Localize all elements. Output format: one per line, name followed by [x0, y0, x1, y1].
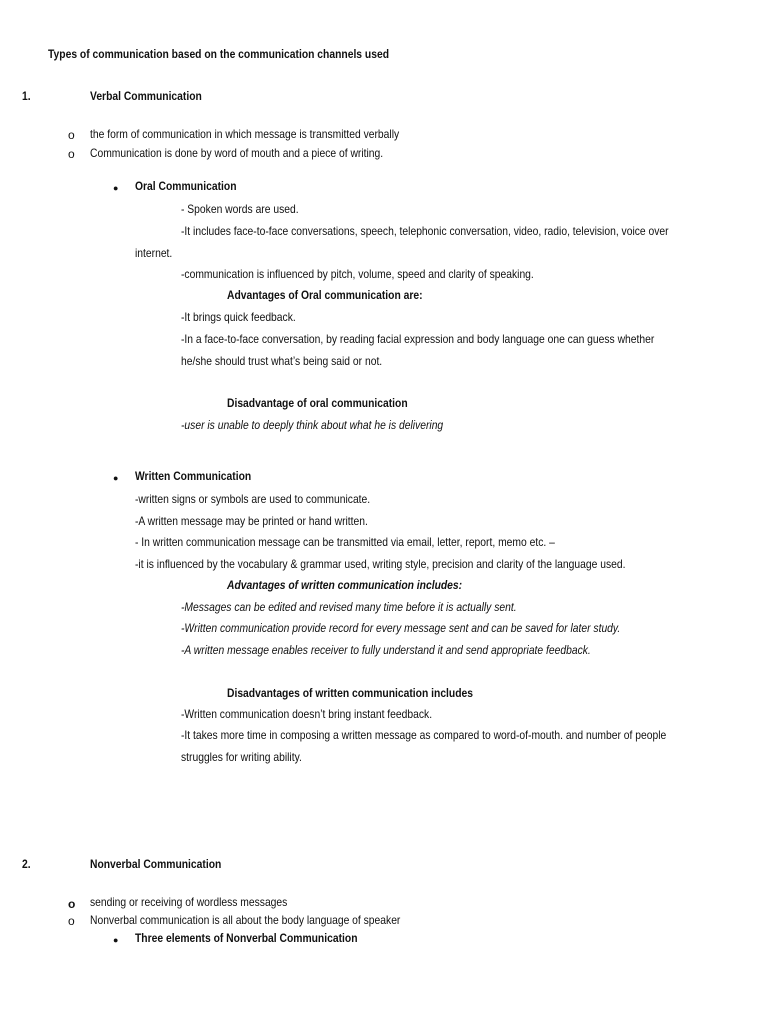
- body-line: struggles for writing ability.: [181, 750, 302, 764]
- body-line: -In a face-to-face conversation, by reading facial expression and body language one can guess whether: [181, 332, 655, 346]
- disadvantages-heading: Disadvantage of oral communication: [227, 396, 408, 410]
- body-line: -A written message enables receiver to fully understand it and send appropriate feedback.: [181, 643, 591, 657]
- body-line: -It includes face-to-face conversations, speech, telephonic conversation, video, radio, television, voice over: [181, 224, 669, 238]
- body-line: -user is unable to deeply think about what he is delivering: [181, 418, 444, 432]
- body-line: -Written communication provide record for every message sent and can be saved for later study.: [181, 621, 621, 635]
- bullet-dot: ●: [113, 183, 119, 193]
- body-line: -written signs or symbols are used to communicate.: [135, 492, 371, 506]
- body-line: - In written communication message can be transmitted via email, letter, report, memo etc. –: [135, 535, 555, 549]
- body-line: -communication is influenced by pitch, volume, speed and clarity of speaking.: [181, 267, 534, 281]
- section-number: 2.: [22, 857, 31, 871]
- advantages-heading: Advantages of written communication includes:: [227, 578, 463, 592]
- bullet-dot: ●: [113, 473, 119, 483]
- subsection-heading: Oral Communication: [135, 179, 237, 193]
- circle-bullet: o: [68, 147, 75, 161]
- list-item: the form of communication in which message is transmitted verbally: [90, 127, 400, 141]
- circle-bullet: o: [68, 897, 76, 911]
- bullet-dot: ●: [113, 935, 119, 945]
- list-item: Communication is done by word of mouth and a piece of writing.: [90, 146, 384, 160]
- body-line: -Messages can be edited and revised many time before it is actually sent.: [181, 600, 517, 614]
- circle-bullet: o: [68, 914, 75, 928]
- section-heading: Nonverbal Communication: [90, 857, 222, 871]
- section-number: 1.: [22, 89, 31, 103]
- body-line: internet.: [135, 246, 173, 260]
- body-line: -It brings quick feedback.: [181, 310, 296, 324]
- body-line: -Written communication doesn’t bring instant feedback.: [181, 707, 433, 721]
- body-line: -A written message may be printed or hand written.: [135, 514, 368, 528]
- circle-bullet: o: [68, 128, 75, 142]
- list-item: Nonverbal communication is all about the body language of speaker: [90, 913, 401, 927]
- body-line: -It takes more time in composing a written message as compared to word-of-mouth. and number of people: [181, 728, 667, 742]
- document-title: Types of communication based on the communication channels used: [48, 47, 390, 61]
- subsection-heading: Three elements of Nonverbal Communication: [135, 931, 358, 945]
- disadvantages-heading: Disadvantages of written communication includes: [227, 686, 474, 700]
- body-line: -it is influenced by the vocabulary & grammar used, writing style, precision and clarity of the language used.: [135, 557, 626, 571]
- body-line: he/she should trust what’s being said or not.: [181, 354, 383, 368]
- advantages-heading: Advantages of Oral communication are:: [227, 288, 423, 302]
- subsection-heading: Written Communication: [135, 469, 252, 483]
- list-item: sending or receiving of wordless messages: [90, 895, 288, 909]
- body-line: - Spoken words are used.: [181, 202, 299, 216]
- section-heading: Verbal Communication: [90, 89, 202, 103]
